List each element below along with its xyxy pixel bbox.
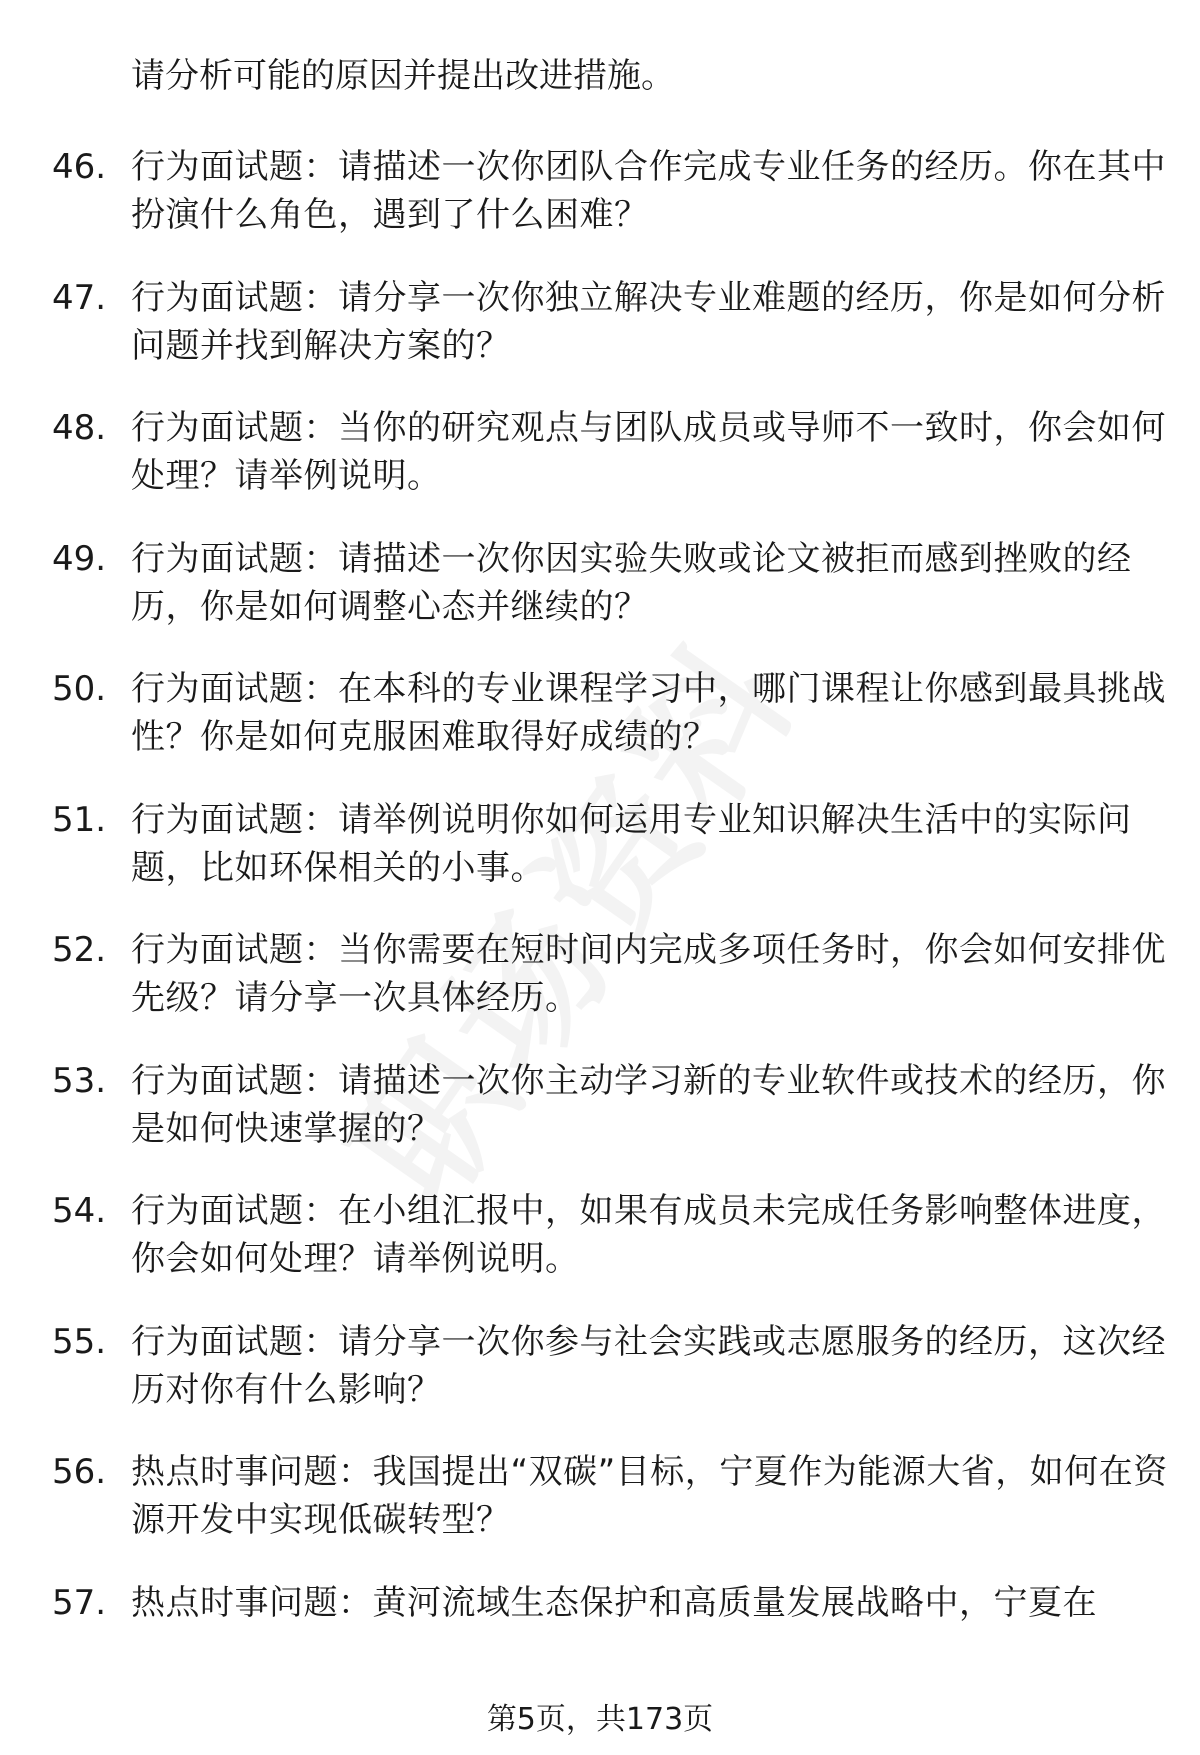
question-item <box>52 1318 1166 1449</box>
question-number: 53. <box>52 1060 107 1101</box>
question-number: 46. <box>52 147 107 187</box>
question-item <box>52 796 1162 927</box>
question-text: 行为面试题：在本科的专业课程学习中，哪门课程让你感到最具挑战性？你是如何克服困难取得好成绩的？ <box>131 669 1166 757</box>
page-footer: 第5页，共173页 <box>486 1702 714 1737</box>
question-item <box>52 665 1166 796</box>
question-number: 55. <box>52 1321 107 1362</box>
question-item <box>52 926 1166 1057</box>
question-item <box>52 1579 1162 1710</box>
question-list <box>52 143 1168 1709</box>
question-number: 47. <box>52 277 107 318</box>
question-text: 热点时事问题：黄河流域生态保护和高质量发展战略中，宁夏在 <box>131 1582 1097 1623</box>
question-text: 行为面试题：当你需要在短时间内完成多项任务时，你会如何安排优先级？请分享一次具体经历。 <box>131 930 1166 1018</box>
question-number: 51. <box>52 799 107 840</box>
question-text: 热点时事问题：我国提出“双碳”目标，宁夏作为能源大省，如何在资源开发中实现低碳转型？ <box>131 1452 1168 1540</box>
question-number: 57. <box>52 1582 107 1623</box>
question-item <box>52 1187 1166 1318</box>
question-item <box>52 535 1162 666</box>
question-text: 行为面试题：请描述一次你主动学习新的专业软件或技术的经历，你是如何快速掌握的？ <box>131 1060 1166 1149</box>
question-item <box>52 404 1166 535</box>
question-number: 48. <box>52 408 107 448</box>
question-text: 行为面试题：当你的研究观点与团队成员或导师不一致时，你会如何处理？请举例说明。 <box>131 408 1166 496</box>
question-text: 行为面试题：请描述一次你因实验失败或论文被拒而感到挫败的经历，你是如何调整心态并继续的？ <box>131 538 1132 627</box>
question-number: 54. <box>52 1191 107 1231</box>
question-number: 49. <box>52 538 107 579</box>
question-number: 52. <box>52 930 107 970</box>
question-text: 行为面试题：请分享一次你参与社会实践或志愿服务的经历，这次经历对你有什么影响？ <box>131 1321 1166 1410</box>
question-item <box>52 1057 1166 1188</box>
question-text: 行为面试题：请举例说明你如何运用专业知识解决生活中的实际问题，比如环保相关的小事。 <box>131 799 1132 888</box>
question-item <box>52 274 1166 405</box>
question-text: 行为面试题：在小组汇报中，如果有成员未完成任务影响整体进度，你会如何处理？请举例说明。 <box>131 1191 1166 1279</box>
question-item <box>52 143 1166 274</box>
question-text: 行为面试题：请描述一次你团队合作完成专业任务的经历。你在其中扮演什么角色，遇到了什么困难？ <box>131 147 1166 235</box>
question-number: 56. <box>52 1452 107 1492</box>
question-text: 行为面试题：请分享一次你独立解决专业难题的经历，你是如何分析问题并找到解决方案的？ <box>131 277 1166 366</box>
continuation-text: 请分析可能的原因并提出改进措施。 <box>131 56 675 96</box>
question-item <box>52 1448 1168 1579</box>
question-number: 50. <box>52 669 107 709</box>
